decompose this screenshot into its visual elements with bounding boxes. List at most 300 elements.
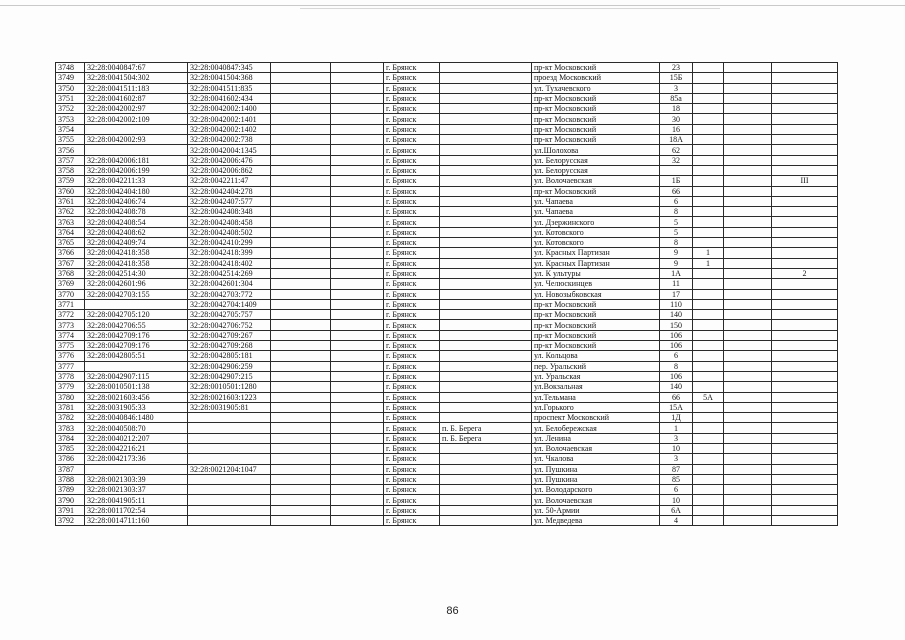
empty-cell: [724, 454, 772, 464]
empty-cell: [271, 382, 331, 392]
empty-cell: [271, 289, 331, 299]
table-row: [56, 135, 838, 145]
row-number-cell: 3760: [56, 186, 85, 196]
street-cell: ул. Дзержинского: [532, 217, 660, 227]
building-block-cell: [693, 155, 724, 165]
building-block-cell: [693, 63, 724, 73]
empty-cell: [331, 238, 384, 248]
apartment-cell: [772, 413, 838, 423]
building-cadastral-number-cell: 32:28:0041504:368: [188, 73, 271, 83]
apartment-cell: [772, 186, 838, 196]
row-number-cell: 3769: [56, 279, 85, 289]
table-row: [56, 402, 838, 412]
empty-cell: [271, 176, 331, 186]
city-cell: г. Брянск: [384, 63, 440, 73]
house-number-cell: 140: [660, 310, 693, 320]
table-row: [56, 382, 838, 392]
street-cell: ул. К ультуры: [532, 268, 660, 278]
house-number-cell: 10: [660, 443, 693, 453]
table-row: [56, 248, 838, 258]
empty-cell: [331, 351, 384, 361]
table-row: [56, 516, 838, 526]
street-cell: ул.Горького: [532, 402, 660, 412]
cadastral-number-cell: 32:28:0042705:120: [85, 310, 188, 320]
table-row: [56, 238, 838, 248]
city-cell: г. Брянск: [384, 299, 440, 309]
row-number-cell: 3783: [56, 423, 85, 433]
locality-cell: [440, 299, 532, 309]
house-number-cell: 8: [660, 207, 693, 217]
cadastral-number-cell: 32:28:0042404:180: [85, 186, 188, 196]
building-block-cell: [693, 93, 724, 103]
city-cell: г. Брянск: [384, 289, 440, 299]
table-row: [56, 320, 838, 330]
building-block-cell: [693, 135, 724, 145]
row-number-cell: 3765: [56, 238, 85, 248]
house-number-cell: 23: [660, 63, 693, 73]
house-number-cell: 17: [660, 289, 693, 299]
empty-cell: [724, 176, 772, 186]
apartment-cell: 2: [772, 268, 838, 278]
street-cell: ул. Котовского: [532, 238, 660, 248]
cadastral-number-cell: 32:28:0031905:33: [85, 402, 188, 412]
cadastral-number-cell: 32:28:0041602:87: [85, 93, 188, 103]
building-cadastral-number-cell: [188, 474, 271, 484]
table-row: [56, 330, 838, 340]
apartment-cell: [772, 361, 838, 371]
city-cell: г. Брянск: [384, 83, 440, 93]
row-number-cell: 3750: [56, 83, 85, 93]
cadastral-number-cell: 32:28:0040212:207: [85, 433, 188, 443]
house-number-cell: 6: [660, 351, 693, 361]
locality-cell: [440, 268, 532, 278]
locality-cell: [440, 93, 532, 103]
row-number-cell: 3792: [56, 516, 85, 526]
empty-cell: [724, 124, 772, 134]
table-row: [56, 176, 838, 186]
house-number-cell: 9: [660, 258, 693, 268]
street-cell: ул. Чкалова: [532, 454, 660, 464]
row-number-cell: 3763: [56, 217, 85, 227]
house-number-cell: 15А: [660, 402, 693, 412]
city-cell: г. Брянск: [384, 186, 440, 196]
apartment-cell: [772, 423, 838, 433]
empty-cell: [271, 73, 331, 83]
locality-cell: [440, 454, 532, 464]
city-cell: г. Брянск: [384, 279, 440, 289]
house-number-cell: 1Б: [660, 176, 693, 186]
locality-cell: [440, 104, 532, 114]
city-cell: г. Брянск: [384, 93, 440, 103]
building-block-cell: [693, 114, 724, 124]
building-cadastral-number-cell: [188, 495, 271, 505]
table-row: [56, 413, 838, 423]
apartment-cell: [772, 382, 838, 392]
empty-cell: [271, 186, 331, 196]
empty-cell: [724, 361, 772, 371]
street-cell: ул. Красных Партизан: [532, 258, 660, 268]
cadastral-number-cell: 32:28:0042418:358: [85, 248, 188, 258]
building-cadastral-number-cell: 32:28:0042514:269: [188, 268, 271, 278]
apartment-cell: [772, 227, 838, 237]
table-row: [56, 124, 838, 134]
empty-cell: [724, 310, 772, 320]
building-cadastral-number-cell: 32:28:0042410:299: [188, 238, 271, 248]
table-row: [56, 186, 838, 196]
house-number-cell: 1: [660, 423, 693, 433]
apartment-cell: [772, 443, 838, 453]
empty-cell: [331, 135, 384, 145]
table-row: [56, 83, 838, 93]
house-number-cell: 85а: [660, 93, 693, 103]
row-number-cell: 3759: [56, 176, 85, 186]
empty-cell: [331, 258, 384, 268]
house-number-cell: 8: [660, 361, 693, 371]
cadastral-number-cell: 32:28:0021303:39: [85, 474, 188, 484]
table-row: [56, 196, 838, 206]
building-block-cell: [693, 289, 724, 299]
house-number-cell: 32: [660, 155, 693, 165]
locality-cell: [440, 310, 532, 320]
apartment-cell: [772, 485, 838, 495]
building-cadastral-number-cell: 32:28:0042706:752: [188, 320, 271, 330]
building-block-cell: [693, 299, 724, 309]
street-cell: ул. Пушкина: [532, 464, 660, 474]
locality-cell: [440, 495, 532, 505]
city-cell: г. Брянск: [384, 310, 440, 320]
house-number-cell: 87: [660, 464, 693, 474]
empty-cell: [271, 165, 331, 175]
empty-cell: [271, 63, 331, 73]
building-cadastral-number-cell: 32:28:0042408:458: [188, 217, 271, 227]
building-cadastral-number-cell: [188, 454, 271, 464]
empty-cell: [724, 227, 772, 237]
table-row: [56, 63, 838, 73]
table-row: [56, 485, 838, 495]
table-row: [56, 423, 838, 433]
building-block-cell: [693, 196, 724, 206]
empty-cell: [724, 248, 772, 258]
city-cell: г. Брянск: [384, 217, 440, 227]
building-block-cell: [693, 351, 724, 361]
building-block-cell: [693, 361, 724, 371]
empty-cell: [331, 227, 384, 237]
empty-cell: [271, 330, 331, 340]
empty-cell: [724, 186, 772, 196]
empty-cell: [724, 155, 772, 165]
cadastral-number-cell: 32:28:0042408:78: [85, 207, 188, 217]
empty-cell: [724, 505, 772, 515]
empty-cell: [724, 433, 772, 443]
empty-cell: [724, 268, 772, 278]
table-row: [56, 454, 838, 464]
locality-cell: [440, 248, 532, 258]
page-number: 86: [446, 605, 459, 617]
building-cadastral-number-cell: 32:28:0042002:1400: [188, 104, 271, 114]
empty-cell: [331, 165, 384, 175]
row-number-cell: 3766: [56, 248, 85, 258]
city-cell: г. Брянск: [384, 114, 440, 124]
street-cell: пр-кт Московский: [532, 93, 660, 103]
table-row: [56, 495, 838, 505]
house-number-cell: 66: [660, 392, 693, 402]
building-cadastral-number-cell: 32:28:0042002:738: [188, 135, 271, 145]
building-block-cell: [693, 516, 724, 526]
building-cadastral-number-cell: 32:28:0042006:476: [188, 155, 271, 165]
locality-cell: [440, 258, 532, 268]
city-cell: г. Брянск: [384, 196, 440, 206]
apartment-cell: [772, 83, 838, 93]
building-block-cell: [693, 279, 724, 289]
apartment-cell: [772, 135, 838, 145]
street-cell: проспект Московский: [532, 413, 660, 423]
street-cell: ул. Волочаевская: [532, 176, 660, 186]
row-number-cell: 3768: [56, 268, 85, 278]
house-number-cell: 30: [660, 114, 693, 124]
row-number-cell: 3788: [56, 474, 85, 484]
cadastral-number-cell: 32:28:0042006:199: [85, 165, 188, 175]
cadastral-number-cell: 32:28:0042601:96: [85, 279, 188, 289]
cadastral-number-cell: 32:28:0041511:183: [85, 83, 188, 93]
row-number-cell: 3748: [56, 63, 85, 73]
table-row: [56, 443, 838, 453]
table-row: [56, 341, 838, 351]
apartment-cell: [772, 155, 838, 165]
building-block-cell: [693, 454, 724, 464]
empty-cell: [331, 371, 384, 381]
building-cadastral-number-cell: 32:28:0021603:1223: [188, 392, 271, 402]
street-cell: пр-кт Московский: [532, 341, 660, 351]
apartment-cell: [772, 165, 838, 175]
row-number-cell: 3782: [56, 413, 85, 423]
table-row: [56, 73, 838, 83]
empty-cell: [271, 258, 331, 268]
house-number-cell: 62: [660, 145, 693, 155]
empty-cell: [331, 93, 384, 103]
city-cell: г. Брянск: [384, 413, 440, 423]
empty-cell: [724, 114, 772, 124]
city-cell: г. Брянск: [384, 402, 440, 412]
empty-cell: [724, 423, 772, 433]
building-cadastral-number-cell: 32:28:0042004:1345: [188, 145, 271, 155]
table-row: [56, 289, 838, 299]
building-cadastral-number-cell: 32:28:0042907:215: [188, 371, 271, 381]
house-number-cell: 66: [660, 186, 693, 196]
empty-cell: [331, 361, 384, 371]
building-block-cell: [693, 227, 724, 237]
locality-cell: [440, 63, 532, 73]
empty-cell: [331, 402, 384, 412]
apartment-cell: [772, 217, 838, 227]
cadastral-number-cell: 32:28:0042002:97: [85, 104, 188, 114]
apartment-cell: [772, 371, 838, 381]
building-cadastral-number-cell: [188, 485, 271, 495]
locality-cell: [440, 279, 532, 289]
cadastral-number-cell: 32:28:0040508:70: [85, 423, 188, 433]
empty-cell: [331, 155, 384, 165]
street-cell: ул. 50-Армии: [532, 505, 660, 515]
building-block-cell: [693, 371, 724, 381]
street-cell: ул. Белобережская: [532, 423, 660, 433]
locality-cell: [440, 382, 532, 392]
building-block-cell: [693, 165, 724, 175]
empty-cell: [331, 423, 384, 433]
empty-cell: [271, 505, 331, 515]
cadastral-number-cell: 32:28:0041504:302: [85, 73, 188, 83]
locality-cell: [440, 155, 532, 165]
apartment-cell: [772, 104, 838, 114]
street-cell: ул. Волочаевская: [532, 443, 660, 453]
empty-cell: [724, 392, 772, 402]
document-sheet: [55, 62, 837, 526]
city-cell: г. Брянск: [384, 361, 440, 371]
table-row: [56, 104, 838, 114]
street-cell: ул.Шолохова: [532, 145, 660, 155]
locality-cell: [440, 443, 532, 453]
table-body: [56, 63, 838, 526]
empty-cell: [331, 299, 384, 309]
empty-cell: [271, 135, 331, 145]
house-number-cell: 18А: [660, 135, 693, 145]
street-cell: ул. Пушкина: [532, 474, 660, 484]
building-block-cell: [693, 423, 724, 433]
city-cell: г. Брянск: [384, 505, 440, 515]
building-cadastral-number-cell: 32:28:0042601:304: [188, 279, 271, 289]
cadastral-number-cell: 32:28:0042006:181: [85, 155, 188, 165]
city-cell: г. Брянск: [384, 495, 440, 505]
building-cadastral-number-cell: 32:28:0042002:1402: [188, 124, 271, 134]
city-cell: г. Брянск: [384, 207, 440, 217]
row-number-cell: 3756: [56, 145, 85, 155]
building-block-cell: [693, 73, 724, 83]
empty-cell: [331, 485, 384, 495]
house-number-cell: 110: [660, 299, 693, 309]
empty-cell: [271, 474, 331, 484]
row-number-cell: 3781: [56, 402, 85, 412]
house-number-cell: 6: [660, 196, 693, 206]
apartment-cell: [772, 145, 838, 155]
empty-cell: [331, 443, 384, 453]
table-row: [56, 361, 838, 371]
cadastral-number-cell: 32:28:0010501:138: [85, 382, 188, 392]
building-block-cell: [693, 433, 724, 443]
building-block-cell: [693, 268, 724, 278]
row-number-cell: 3751: [56, 93, 85, 103]
empty-cell: [271, 93, 331, 103]
cadastral-number-cell: 32:28:0042408:62: [85, 227, 188, 237]
cadastral-number-cell: 32:28:0042173:36: [85, 454, 188, 464]
city-cell: г. Брянск: [384, 320, 440, 330]
apartment-cell: [772, 63, 838, 73]
apartment-cell: [772, 392, 838, 402]
apartment-cell: [772, 433, 838, 443]
locality-cell: п. Б. Берега: [440, 433, 532, 443]
building-cadastral-number-cell: 32:28:0031905:81: [188, 402, 271, 412]
row-number-cell: 3780: [56, 392, 85, 402]
cadastral-number-cell: 32:28:0042002:109: [85, 114, 188, 124]
cadastral-number-cell: 32:28:0042418:358: [85, 258, 188, 268]
empty-cell: [331, 505, 384, 515]
table-row: [56, 165, 838, 175]
locality-cell: [440, 392, 532, 402]
house-number-cell: 5: [660, 227, 693, 237]
building-cadastral-number-cell: 32:28:0042002:1401: [188, 114, 271, 124]
building-block-cell: [693, 320, 724, 330]
row-number-cell: 3785: [56, 443, 85, 453]
city-cell: г. Брянск: [384, 474, 440, 484]
building-block-cell: [693, 341, 724, 351]
city-cell: г. Брянск: [384, 176, 440, 186]
locality-cell: [440, 402, 532, 412]
empty-cell: [331, 176, 384, 186]
empty-cell: [724, 443, 772, 453]
house-number-cell: 106: [660, 371, 693, 381]
apartment-cell: [772, 310, 838, 320]
empty-cell: [331, 413, 384, 423]
street-cell: пр-кт Московский: [532, 310, 660, 320]
street-cell: ул. Белорусская: [532, 155, 660, 165]
row-number-cell: 3772: [56, 310, 85, 320]
building-block-cell: [693, 124, 724, 134]
building-cadastral-number-cell: 32:28:0042211:47: [188, 176, 271, 186]
house-number-cell: 85: [660, 474, 693, 484]
locality-cell: [440, 145, 532, 155]
empty-cell: [271, 454, 331, 464]
row-number-cell: 3773: [56, 320, 85, 330]
house-number-cell: 1Д: [660, 413, 693, 423]
empty-cell: [271, 413, 331, 423]
empty-cell: [331, 124, 384, 134]
building-cadastral-number-cell: 32:28:0041602:434: [188, 93, 271, 103]
cadastral-number-cell: 32:28:0042805:51: [85, 351, 188, 361]
table-row: [56, 310, 838, 320]
apartment-cell: [772, 279, 838, 289]
locality-cell: [440, 464, 532, 474]
house-number-cell: 9: [660, 248, 693, 258]
row-number-cell: 3789: [56, 485, 85, 495]
cadastral-number-cell: 32:28:0042514:30: [85, 268, 188, 278]
building-block-cell: 1: [693, 248, 724, 258]
empty-cell: [724, 135, 772, 145]
apartment-cell: [772, 454, 838, 464]
street-cell: ул. Новозыбковская: [532, 289, 660, 299]
empty-cell: [271, 320, 331, 330]
street-cell: ул. Чапаева: [532, 207, 660, 217]
empty-cell: [271, 196, 331, 206]
building-block-cell: [693, 474, 724, 484]
building-cadastral-number-cell: [188, 433, 271, 443]
row-number-cell: 3777: [56, 361, 85, 371]
table-row: [56, 258, 838, 268]
cadastral-number-cell: 32:28:0014711:160: [85, 516, 188, 526]
building-cadastral-number-cell: 32:28:0042407:577: [188, 196, 271, 206]
row-number-cell: 3784: [56, 433, 85, 443]
city-cell: г. Брянск: [384, 443, 440, 453]
apartment-cell: [772, 402, 838, 412]
city-cell: г. Брянск: [384, 464, 440, 474]
building-cadastral-number-cell: 32:28:0042408:348: [188, 207, 271, 217]
empty-cell: [331, 114, 384, 124]
empty-cell: [331, 516, 384, 526]
empty-cell: [724, 320, 772, 330]
locality-cell: [440, 341, 532, 351]
city-cell: г. Брянск: [384, 341, 440, 351]
city-cell: г. Брянск: [384, 516, 440, 526]
row-number-cell: 3774: [56, 330, 85, 340]
empty-cell: [271, 268, 331, 278]
empty-cell: [724, 330, 772, 340]
row-number-cell: 3790: [56, 495, 85, 505]
